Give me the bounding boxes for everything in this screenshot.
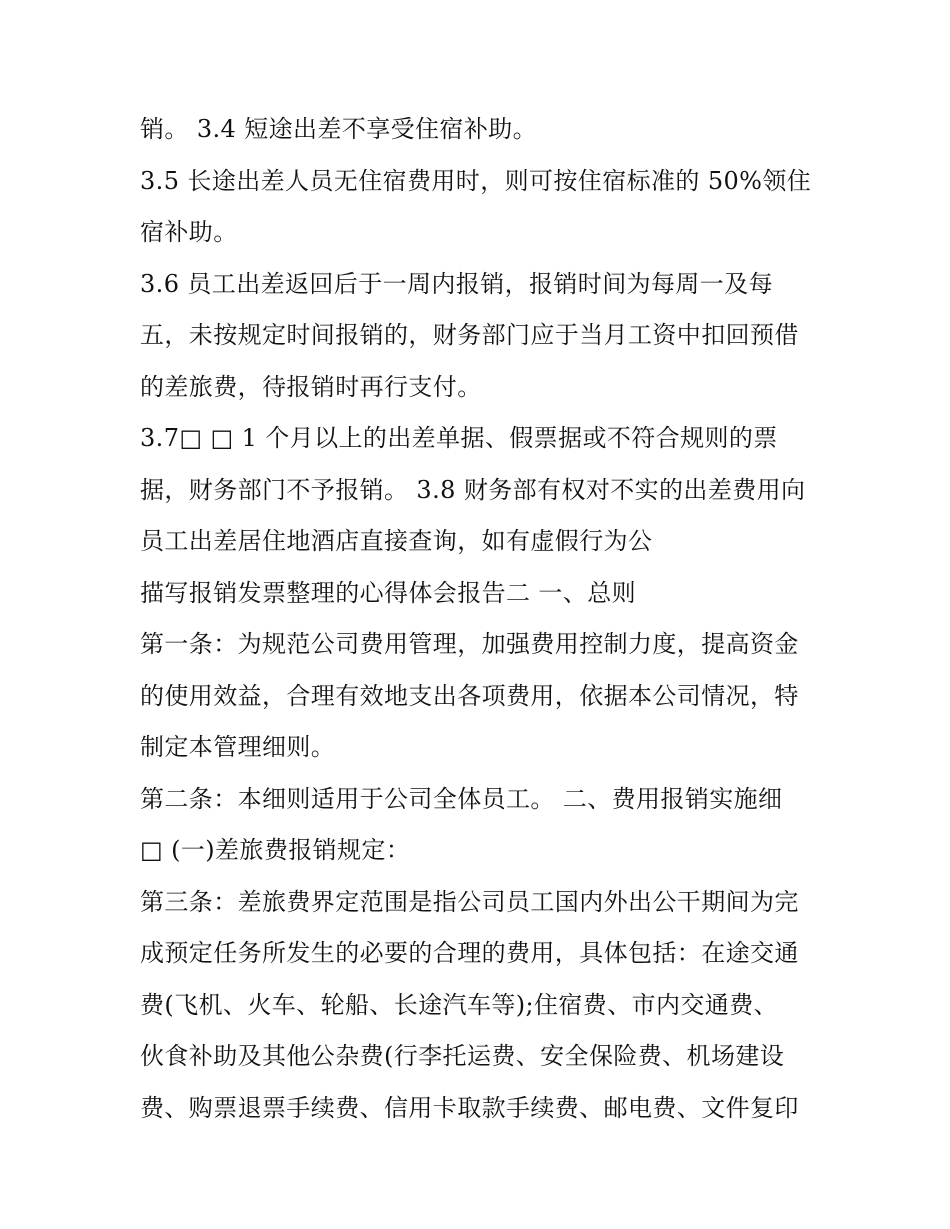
text-line: 销。 3.4 短途出差不享受住宿补助。 [140, 115, 538, 143]
text-line: 五，未按规定时间报销的，财务部门应于当月工资中扣回预借 [140, 321, 799, 349]
text-line: 宿补助。 [140, 218, 238, 246]
text-line: 第三条：差旅费界定范围是指公司员工国内外出公干期间为完 [140, 887, 799, 916]
text-line: 3.6 员工出差返回后于一周内报销，报销时间为每周一及每 [140, 269, 773, 298]
text-line: 员工出差居住地酒店直接查询，如有虚假行为公 [140, 527, 653, 555]
section-heading: 描写报销发票整理的心得体会报告二 一、总则 [140, 578, 637, 607]
text-line: 费(飞机、火车、轮船、长途汽车等);住宿费、市内交通费、 [140, 990, 779, 1019]
text-line: 制定本管理细则。 [140, 733, 336, 761]
text-line: 据，财务部门不予报销。 3.8 财务部有权对不实的出差费用向 [140, 475, 806, 504]
subsection-heading: □ (一)差旅费报销规定： [140, 836, 411, 864]
text-line: 3.7□ □ 1 个月以上的出差单据、假票据或不符合规则的票 [140, 424, 778, 452]
text-line: 的差旅费，待报销时再行支付。 [140, 372, 482, 401]
text-line: 3.5 长途出差人员无住宿费用时，则可按住宿标准的 50%领住 [140, 166, 812, 195]
text-line: 第一条：为规范公司费用管理，加强费用控制力度，提高资金 [140, 630, 799, 658]
text-line: 伙食补助及其他公杂费(行李托运费、安全保险费、机场建设 [140, 1042, 785, 1070]
text-line: 的使用效益，合理有效地支出各项费用，依据本公司情况，特 [140, 681, 799, 710]
text-line: 第二条：本细则适用于公司全体员工。 二、费用报销实施细 [140, 784, 783, 813]
text-line: 成预定任务所发生的必要的合理的费用，具体包括：在途交通 [140, 939, 799, 967]
document-body [140, 104, 830, 1134]
text-line: 费、购票退票手续费、信用卡取款手续费、邮电费、文件复印 [140, 1093, 799, 1122]
